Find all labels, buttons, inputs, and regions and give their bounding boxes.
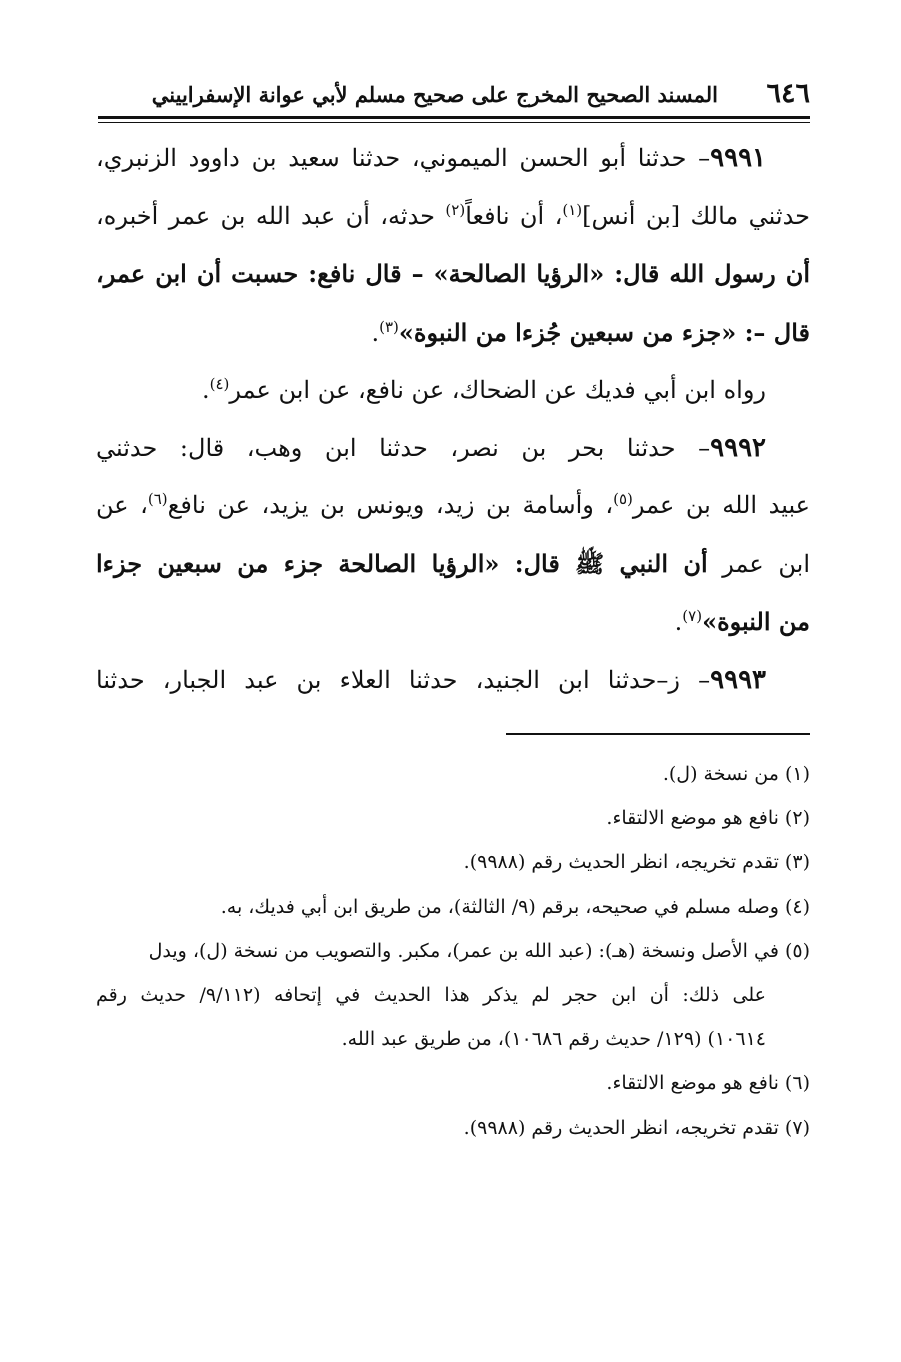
footnote-5: (٥) في الأصل ونسخة (هـ): (عبد الله بن عمر)، مكبر. والتصويب من نسخة (ل)، ويدل bbox=[148, 939, 810, 962]
footnote-5-continued: على ذلك: أن ابن حجر لم يذكر هذا الحديث في إتحافه (٩/١١٢/ حديث رقم bbox=[96, 984, 766, 1007]
hadith-9991-line-3: أن رسول الله قال: «الرؤيا الصالحة» – قال نافع: حسبت أن ابن عمر، bbox=[96, 259, 810, 288]
hadith-9991-line-2: حدثني مالك [بن أنس]$^{(١)}$، أن نافعاً$^{(٢)}$ حدثه، أن عبد الله بن عمر أخبره، bbox=[96, 200, 811, 230]
footnote-ref: (٧) bbox=[682, 607, 703, 625]
footnote-2: (٢) نافع هو موضع الالتقاء. bbox=[606, 807, 810, 830]
footnote-ref: (٥) bbox=[613, 490, 633, 508]
footnote-4: (٤) وصله مسلم في صحيحه، برقم (٩/ الثالثة)، من طريق ابن أبي فديك، به. bbox=[220, 895, 810, 918]
footnote-7: (٧) تقدم تخريجه، انظر الحديث رقم (٩٩٨٨). bbox=[463, 1116, 810, 1139]
footnote-5-continued: ١٠٦١٤) (١٢٩/ حديث رقم ١٠٦٨٦)، من طريق عبد الله. bbox=[341, 1028, 766, 1051]
running-title: المسند الصحيح المخرج على صحيح مسلم لأبي عوانة الإسفراييني bbox=[151, 82, 718, 107]
footnote-3: (٣) تقدم تخريجه، انظر الحديث رقم (٩٩٨٨). bbox=[463, 851, 810, 874]
hadith-number: ٩٩٩٢ bbox=[710, 432, 766, 463]
hadith-9993-line-1: ٩٩٩٣– ز–حدثنا ابن الجنيد، حدثنا العلاء بن عبد الجبار، حدثنا bbox=[96, 664, 766, 695]
footnote-1: (١) من نسخة (ل). bbox=[662, 763, 810, 785]
footnote-ref: (٣) bbox=[379, 317, 399, 336]
hadith-number: ٩٩٩١ bbox=[710, 143, 766, 173]
riwaya-line: رواه ابن أبي فديك عن الضحاك، عن نافع، عن ابن عمر$^{(٤)}$. bbox=[201, 375, 766, 404]
footnote-ref: (٦) bbox=[147, 490, 168, 508]
footnote-separator bbox=[506, 733, 810, 735]
hadith-9992-line-1: ٩٩٩٢– حدثنا بحر بن نصر، حدثنا ابن وهب، قال: حدثني bbox=[96, 432, 766, 463]
footnote-ref: (١) bbox=[562, 200, 583, 219]
main-text bbox=[96, 130, 810, 709]
footnotes bbox=[96, 752, 810, 1150]
hadith-9992-line-3: ابن عمر أن النبي ﷺ قال: «الرؤيا الصالحة جزء من سبعين جزءا bbox=[96, 548, 811, 578]
hadith-9991-line-1: ٩٩٩١– حدثنا أبو الحسن الميموني، حدثنا سعيد بن داوود الزنبري، bbox=[96, 143, 766, 173]
footnote-ref: (٤) bbox=[209, 375, 230, 393]
page-number: ٦٤٦ bbox=[766, 78, 810, 109]
hadith-number: ٩٩٩٣ bbox=[710, 664, 766, 695]
hadith-9991-line-4: قال –: «جزء من سبعين جُزءا من النبوة»$^{(٣)}$. bbox=[371, 317, 810, 347]
hadith-9992-line-4: من النبوة»$^{(٧)}$. bbox=[674, 607, 810, 636]
footnote-6: (٦) نافع هو موضع الالتقاء. bbox=[606, 1072, 810, 1095]
page-header bbox=[98, 76, 810, 119]
hadith-9992-line-2: عبيد الله بن عمر$^{(٥)}$، وأسامة بن زيد، ويونس بن يزيد، عن نافع$^{(٦)}$، عن bbox=[96, 490, 811, 519]
footnote-ref: (٢) bbox=[445, 200, 466, 219]
